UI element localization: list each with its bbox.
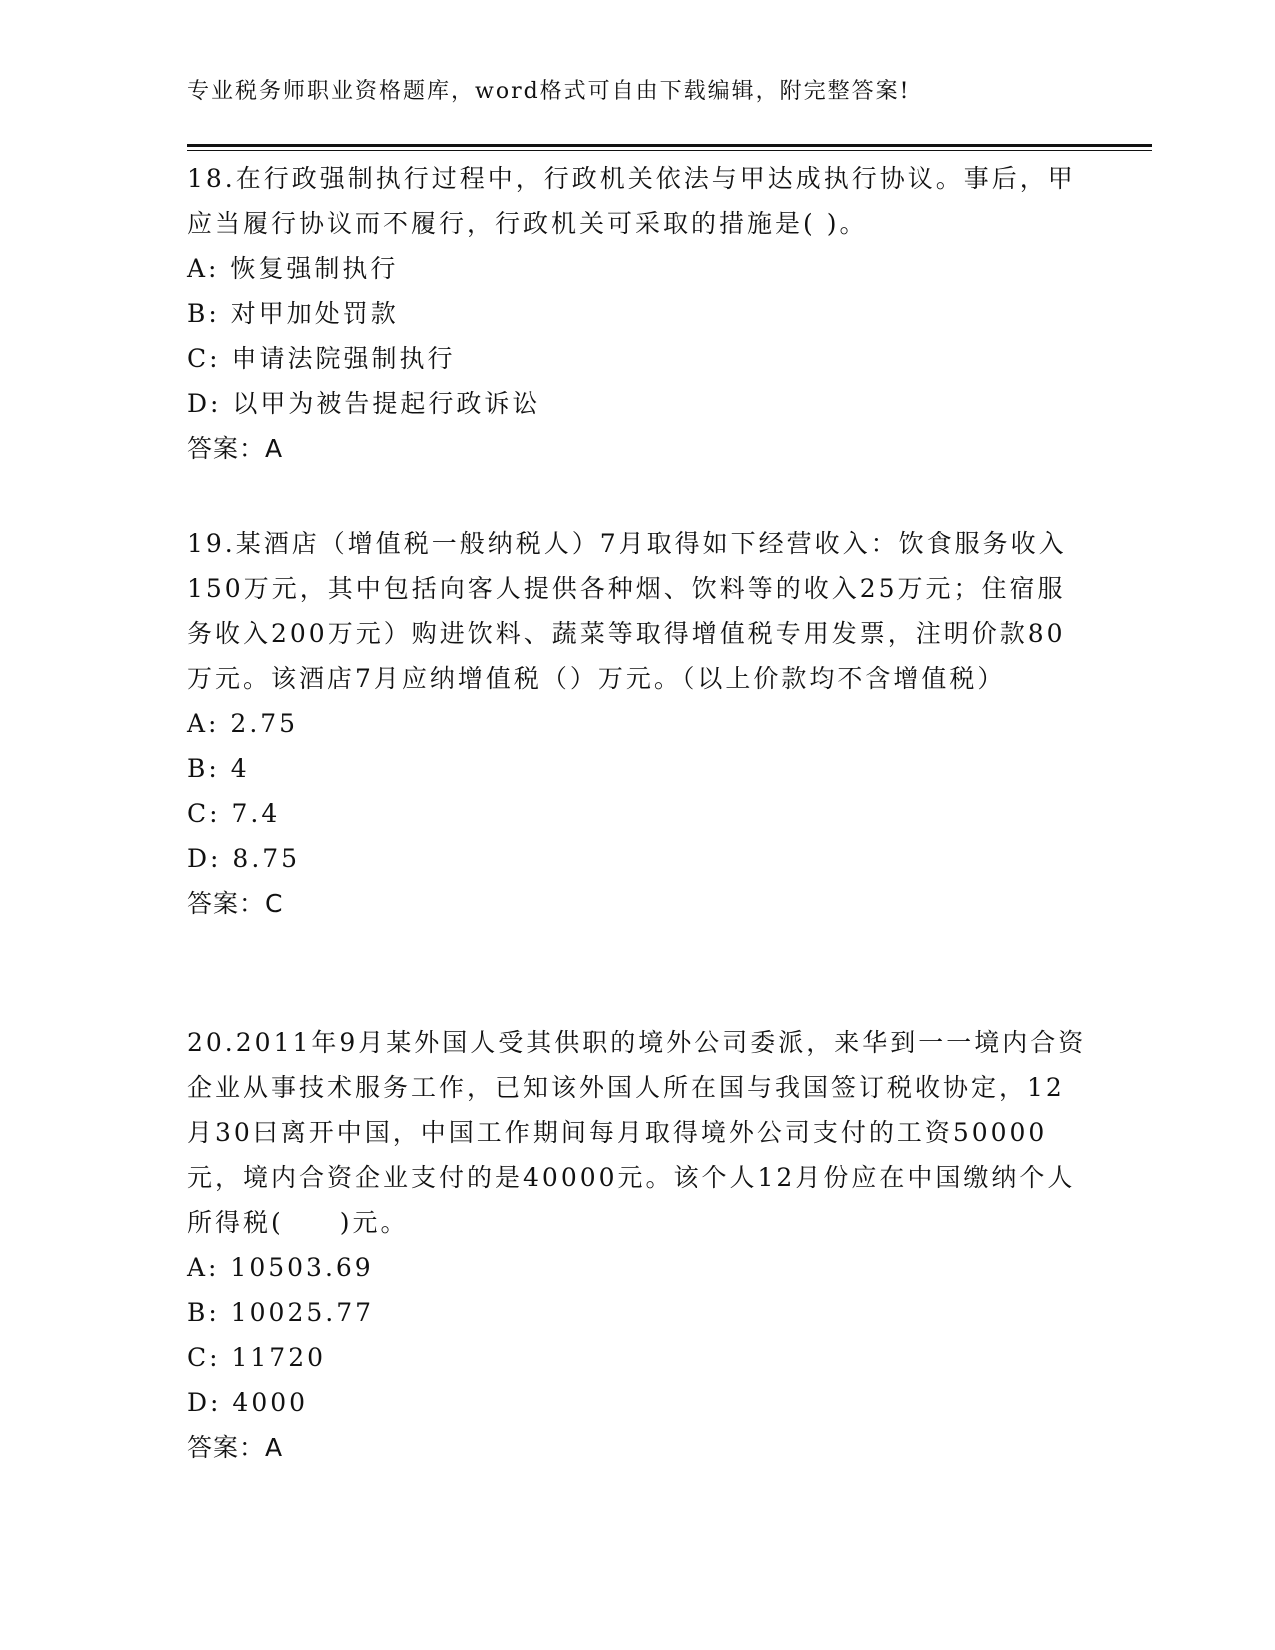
option-d: D: 4000: [187, 1388, 309, 1417]
option-b: B: 对甲加处罚款: [187, 299, 399, 328]
option-b: B: 10025.77: [187, 1298, 375, 1327]
header-divider-thin: [187, 150, 1152, 151]
option-d: D: 8.75: [187, 844, 301, 873]
answer: 答案：C: [187, 889, 284, 918]
question-18: [187, 156, 1087, 471]
option-a: A: 2.75: [187, 709, 299, 738]
option-c: C: 申请法院强制执行: [187, 344, 456, 373]
option-a: A: 10503.69: [187, 1253, 374, 1282]
option-d: D: 以甲为被告提起行政诉讼: [187, 389, 541, 418]
question-stem: 18.在行政强制执行过程中，行政机关依法与甲达成执行协议。事后，甲应当履行协议而不履行，行政机关可采取的措施是( )。: [187, 164, 1076, 238]
answer: 答案：A: [187, 434, 284, 463]
option-a: A: 恢复强制执行: [187, 254, 399, 283]
option-b: B: 4: [187, 754, 250, 783]
question-stem: 20.2011年9月某外国人受其供职的境外公司委派，来华到一一境内合资企业从事技术服务工作，已知该外国人所在国与我国签订税收协定，12月30曰离开中国，中国工作期间每月取得境外公司支付的工资50000元，境内合资企业支付的是40000元。该个人12月份应在中国缴纳个人所得税( )元。: [187, 1028, 1087, 1237]
question-stem: 19.某酒店（增值税一般纳税人）7月取得如下经营收入：饮食服务收入150万元，其中包括向客人提供各种烟、饮料等的收入25万元；住宿服务收入200万元）购进饮料、蔬菜等取得增值税专用发票，注明价款80万元。该酒店7月应纳增值税（）万元。（以上价款均不含增值税）: [187, 529, 1067, 693]
header-divider-thick: [187, 144, 1152, 147]
option-c: C: 7.4: [187, 799, 281, 828]
answer: 答案：A: [187, 1433, 284, 1462]
page-header-text: 专业税务师职业资格题库，word格式可自由下载编辑，附完整答案!: [187, 79, 911, 104]
option-c: C: 11720: [187, 1343, 327, 1372]
question-19: [187, 521, 1087, 926]
question-20: [187, 1020, 1087, 1470]
